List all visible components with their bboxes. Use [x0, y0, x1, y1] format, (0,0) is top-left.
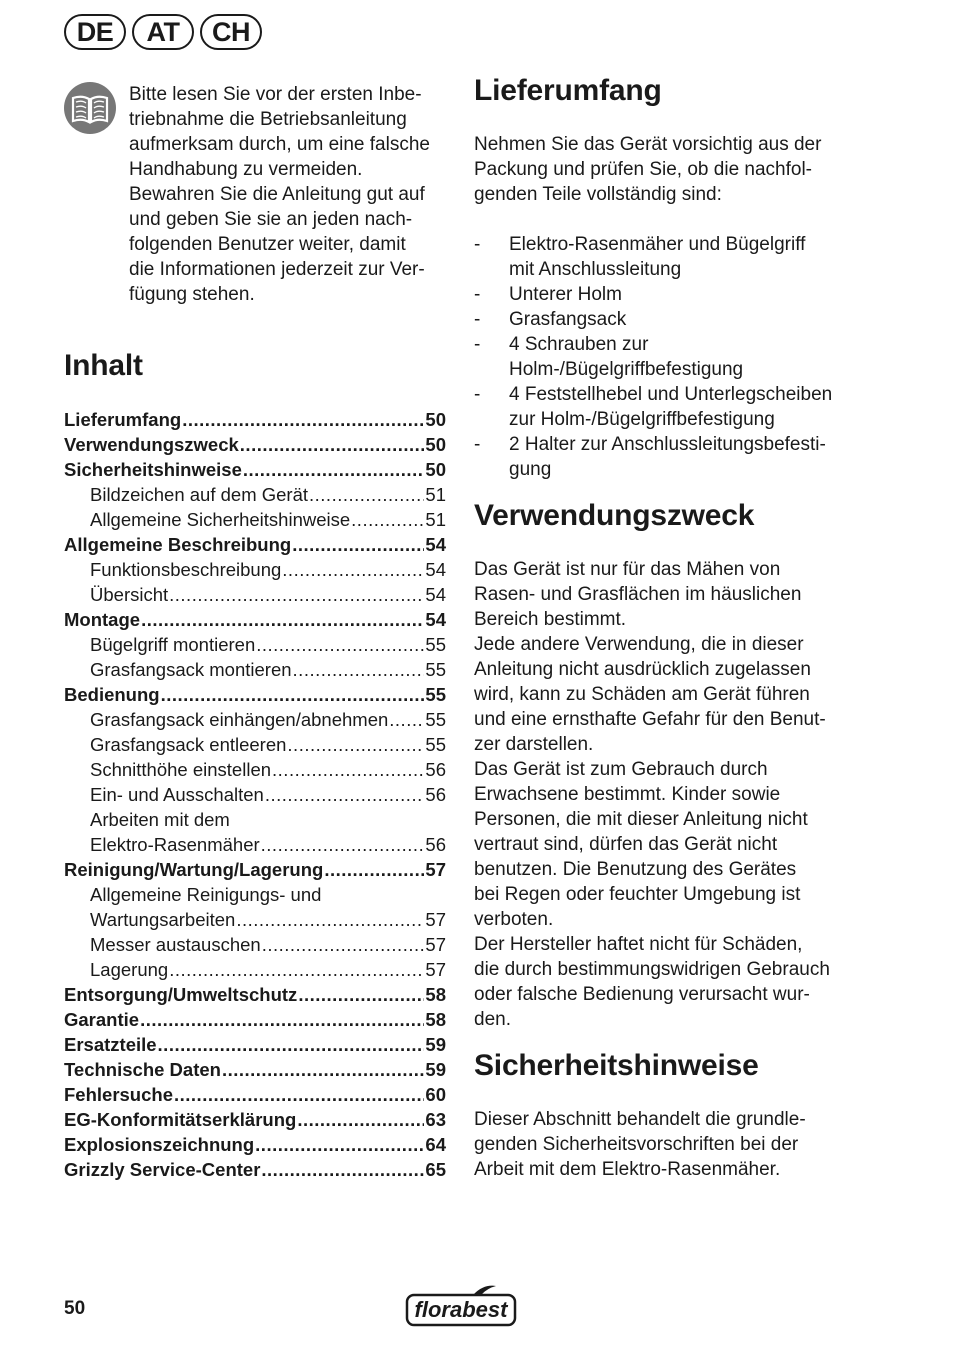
list-item	[474, 332, 866, 382]
list-item-line: Holm-/Bügelgriffbefestigung	[509, 359, 744, 380]
table-of-contents	[64, 407, 446, 1182]
list-item	[474, 432, 866, 482]
toc-entry-page: 54	[425, 584, 446, 605]
toc-entry	[64, 857, 446, 882]
toc-entry-title: Explosionszeichnung	[64, 1134, 255, 1155]
intro-line: aufmerksam durch, um eine falsche	[129, 134, 430, 155]
toc-leader-dots	[222, 1057, 424, 1082]
toc-leader-dots	[141, 607, 424, 632]
toc-leader-dots	[292, 532, 424, 557]
toc-entry-page: 50	[425, 409, 446, 430]
list-item	[474, 282, 866, 307]
list-item-line: 4 Schrauben zur	[509, 334, 649, 355]
verwendungszweck-line: oder falsche Bedienung verursacht wur-	[474, 984, 810, 1005]
verwendungszweck-line: benutzen. Die Benutzung des Gerätes	[474, 859, 797, 880]
verwendungszweck-line: Erwachsene bestimmt. Kinder sowie	[474, 784, 781, 805]
intro-line: die Informationen jederzeit zur Ver-	[129, 259, 425, 280]
toc-leader-dots	[261, 832, 425, 857]
toc-leader-dots	[297, 1107, 424, 1132]
lieferumfang-intro	[474, 132, 866, 207]
toc-entry-page: 55	[425, 684, 446, 705]
verwendungszweck-line: zer darstellen.	[474, 734, 594, 755]
toc-leader-dots	[389, 707, 424, 732]
list-bullet: -	[474, 284, 481, 305]
toc-entry	[64, 907, 446, 932]
verwendungszweck-heading: Verwendungszweck	[474, 499, 755, 532]
sicherheitshinweise-text	[474, 1107, 866, 1182]
toc-entry	[64, 782, 446, 807]
list-item-line: 2 Halter zur Anschlussleitungsbefesti-	[509, 434, 826, 455]
toc-entry-page: 57	[425, 859, 446, 880]
verwendungszweck-line: und eine ernsthafte Gefahr für den Benut-	[474, 709, 826, 730]
list-bullet: -	[474, 309, 481, 330]
list-item	[474, 382, 866, 432]
toc-entry-title: Grizzly Service-Center	[64, 1159, 261, 1180]
list-item-line: Unterer Holm	[509, 284, 622, 305]
toc-entry-title: Allgemeine Reinigungs- und	[90, 884, 322, 905]
list-item-line: Grasfangsack	[509, 309, 627, 330]
toc-entry	[64, 482, 446, 507]
toc-entry-page: 65	[425, 1159, 446, 1180]
toc-entry-title: Wartungsarbeiten	[90, 909, 236, 930]
toc-leader-dots	[158, 1032, 425, 1057]
list-bullet: -	[474, 334, 481, 355]
country-badge-ch: CH	[200, 14, 262, 50]
toc-leader-dots	[255, 1132, 424, 1157]
toc-entry	[64, 982, 446, 1007]
page-number: 50	[64, 1298, 86, 1319]
toc-entry-page: 59	[425, 1034, 446, 1055]
toc-entry-page: 57	[425, 909, 446, 930]
toc-entry-title: Reinigung/Wartung/Lagerung	[64, 859, 324, 880]
country-badge-de: DE	[64, 14, 126, 50]
intro-line: Bewahren Sie die Anleitung gut auf	[129, 184, 425, 205]
toc-entry	[64, 532, 446, 557]
toc-entry	[64, 632, 446, 657]
toc-entry-page: 55	[425, 659, 446, 680]
toc-entry-title: Grasfangsack montieren	[90, 659, 292, 680]
toc-leader-dots	[351, 507, 424, 532]
toc-entry	[64, 582, 446, 607]
toc-entry-title: Schnitthöhe einstellen	[90, 759, 272, 780]
list-item	[474, 307, 866, 332]
toc-heading: Inhalt	[64, 349, 143, 382]
intro-line: Handhabung zu vermeiden.	[129, 159, 363, 180]
toc-entry	[64, 1107, 446, 1132]
toc-leader-dots	[298, 982, 424, 1007]
toc-leader-dots	[169, 582, 424, 607]
intro-line: und geben Sie sie an jeden nach-	[129, 209, 413, 230]
verwendungszweck-line: wird, kann zu Schäden am Gerät führen	[474, 684, 810, 705]
toc-entry-title: Garantie	[64, 1009, 140, 1030]
toc-entry	[64, 457, 446, 482]
lieferumfang-list	[474, 232, 866, 482]
toc-entry	[64, 507, 446, 532]
toc-entry-title: Bedienung	[64, 684, 160, 705]
sicherheitshinweise-line: Arbeit mit dem Elektro-Rasenmäher.	[474, 1159, 781, 1180]
toc-entry	[64, 682, 446, 707]
verwendungszweck-line: Anleitung nicht ausdrücklich zugelassen	[474, 659, 811, 680]
toc-entry	[64, 1057, 446, 1082]
toc-entry-title: Allgemeine Beschreibung	[64, 534, 292, 555]
toc-entry-page: 50	[425, 434, 446, 455]
toc-leader-dots	[287, 732, 424, 757]
list-bullet: -	[474, 384, 481, 405]
sicherheitshinweise-line: Dieser Abschnitt behandelt die grundle-	[474, 1109, 806, 1130]
verwendungszweck-line: Rasen- und Grasflächen im häuslichen	[474, 584, 802, 605]
toc-leader-dots	[272, 757, 424, 782]
intro-line: folgenden Benutzer weiter, damit	[129, 234, 406, 255]
toc-leader-dots	[236, 907, 424, 932]
toc-entry-title: EG-Konformitätserklärung	[64, 1109, 297, 1130]
toc-entry	[64, 882, 446, 907]
toc-leader-dots	[324, 857, 424, 882]
intro-text	[129, 82, 459, 307]
toc-entry	[64, 557, 446, 582]
lieferumfang-heading: Lieferumfang	[474, 74, 662, 107]
list-bullet: -	[474, 434, 481, 455]
toc-entry-title: Grasfangsack einhängen/abnehmen	[90, 709, 389, 730]
toc-entry	[64, 607, 446, 632]
toc-entry-page: 59	[425, 1059, 446, 1080]
lieferumfang-line: Packung und prüfen Sie, ob die nachfol-	[474, 159, 813, 180]
florabest-logo	[404, 1282, 518, 1328]
toc-entry	[64, 1157, 446, 1182]
country-badges	[64, 14, 262, 50]
toc-entry-title: Verwendungszweck	[64, 434, 239, 455]
logo-text: florabest	[414, 1297, 508, 1322]
toc-entry-page: 58	[425, 984, 446, 1005]
toc-entry-page: 56	[425, 784, 446, 805]
toc-entry-page: 54	[425, 609, 446, 630]
list-item-line: Elektro-Rasenmäher und Bügelgriff	[509, 234, 806, 255]
list-item-line: gung	[509, 459, 552, 480]
verwendungszweck-line: Das Gerät ist nur für das Mähen von	[474, 559, 781, 580]
toc-entry-page: 51	[425, 509, 446, 530]
toc-entry	[64, 932, 446, 957]
toc-entry	[64, 1032, 446, 1057]
verwendungszweck-line: den.	[474, 1009, 511, 1030]
toc-entry	[64, 807, 446, 832]
toc-entry	[64, 757, 446, 782]
verwendungszweck-line: bei Regen oder feuchter Umgebung ist	[474, 884, 801, 905]
toc-leader-dots	[261, 1157, 424, 1182]
toc-leader-dots	[256, 632, 424, 657]
toc-entry-page: 57	[425, 934, 446, 955]
verwendungszweck-line: verboten.	[474, 909, 554, 930]
toc-entry	[64, 732, 446, 757]
verwendungszweck-line: Das Gerät ist zum Gebrauch durch	[474, 759, 768, 780]
toc-leader-dots	[240, 432, 425, 457]
toc-entry-page: 50	[425, 459, 446, 480]
verwendungszweck-line: Jede andere Verwendung, die in dieser	[474, 634, 804, 655]
toc-entry	[64, 1082, 446, 1107]
toc-leader-dots	[174, 1082, 424, 1107]
toc-entry	[64, 832, 446, 857]
toc-entry-page: 57	[425, 959, 446, 980]
list-item-line: 4 Feststellhebel und Unterlegscheiben	[509, 384, 833, 405]
toc-entry-page: 60	[425, 1084, 446, 1105]
toc-entry-page: 58	[425, 1009, 446, 1030]
toc-entry-title: Messer austauschen	[90, 934, 261, 955]
list-item	[474, 232, 866, 282]
toc-entry-page: 63	[425, 1109, 446, 1130]
toc-entry-page: 56	[425, 759, 446, 780]
toc-entry-page: 55	[425, 734, 446, 755]
toc-entry-page: 51	[425, 484, 446, 505]
toc-entry-title: Übersicht	[90, 584, 169, 605]
book-icon	[64, 82, 116, 134]
sicherheitshinweise-heading: Sicherheitshinweise	[474, 1049, 759, 1082]
toc-leader-dots	[182, 407, 424, 432]
toc-entry-title: Lieferumfang	[64, 409, 182, 430]
toc-entry-page: 56	[425, 834, 446, 855]
toc-entry-title: Funktionsbeschreibung	[90, 559, 282, 580]
toc-entry-page: 55	[425, 634, 446, 655]
verwendungszweck-text	[474, 557, 866, 1032]
toc-entry-title: Arbeiten mit dem	[90, 809, 230, 830]
toc-entry-page: 54	[425, 534, 446, 555]
toc-entry-page: 64	[425, 1134, 446, 1155]
toc-entry-title: Ersatzteile	[64, 1034, 157, 1055]
intro-line: triebnahme die Betriebsanleitung	[129, 109, 407, 130]
toc-entry-title: Technische Daten	[64, 1059, 221, 1080]
toc-entry	[64, 707, 446, 732]
verwendungszweck-line: Bereich bestimmt.	[474, 609, 627, 630]
verwendungszweck-line: Personen, die mit dieser Anleitung nicht	[474, 809, 808, 830]
toc-entry-title: Grasfangsack entleeren	[90, 734, 287, 755]
toc-entry-title: Lagerung	[90, 959, 169, 980]
toc-entry-title: Bügelgriff montieren	[90, 634, 256, 655]
toc-entry	[64, 407, 446, 432]
country-badge-at: AT	[132, 14, 194, 50]
toc-entry	[64, 1007, 446, 1032]
toc-entry	[64, 1132, 446, 1157]
list-bullet: -	[474, 234, 481, 255]
toc-entry	[64, 657, 446, 682]
verwendungszweck-line: vertraut sind, dürfen das Gerät nicht	[474, 834, 778, 855]
toc-entry	[64, 432, 446, 457]
toc-leader-dots	[265, 782, 425, 807]
list-item-line: mit Anschlussleitung	[509, 259, 682, 280]
toc-entry-title: Allgemeine Sicherheitshinweise	[90, 509, 351, 530]
toc-leader-dots	[282, 557, 424, 582]
intro-line: fügung stehen.	[129, 284, 255, 305]
intro-line: Bitte lesen Sie vor der ersten Inbe-	[129, 84, 422, 105]
toc-leader-dots	[293, 657, 425, 682]
list-item-line: zur Holm-/Bügelgriffbefestigung	[509, 409, 775, 430]
toc-entry-page: 54	[425, 559, 446, 580]
toc-entry	[64, 957, 446, 982]
toc-entry-title: Ein- und Ausschalten	[90, 784, 264, 805]
toc-entry-title: Montage	[64, 609, 141, 630]
sicherheitshinweise-line: genden Sicherheitsvorschriften bei der	[474, 1134, 799, 1155]
toc-entry-title: Fehlersuche	[64, 1084, 173, 1105]
toc-entry-page: 55	[425, 709, 446, 730]
toc-leader-dots	[243, 457, 425, 482]
lieferumfang-line: Nehmen Sie das Gerät vorsichtig aus der	[474, 134, 822, 155]
toc-entry-title: Elektro-Rasenmäher	[90, 834, 260, 855]
lieferumfang-line: genden Teile vollständig sind:	[474, 184, 722, 205]
toc-leader-dots	[140, 1007, 424, 1032]
verwendungszweck-line: die durch bestimmungswidrigen Gebrauch	[474, 959, 830, 980]
toc-entry-title: Sicherheitshinweise	[64, 459, 242, 480]
toc-leader-dots	[309, 482, 424, 507]
toc-entry-title: Entsorgung/Umweltschutz	[64, 984, 298, 1005]
toc-leader-dots	[161, 682, 425, 707]
toc-leader-dots	[169, 957, 424, 982]
verwendungszweck-line: Der Hersteller haftet nicht für Schäden,	[474, 934, 803, 955]
toc-entry-title: Bildzeichen auf dem Gerät	[90, 484, 309, 505]
toc-leader-dots	[262, 932, 425, 957]
